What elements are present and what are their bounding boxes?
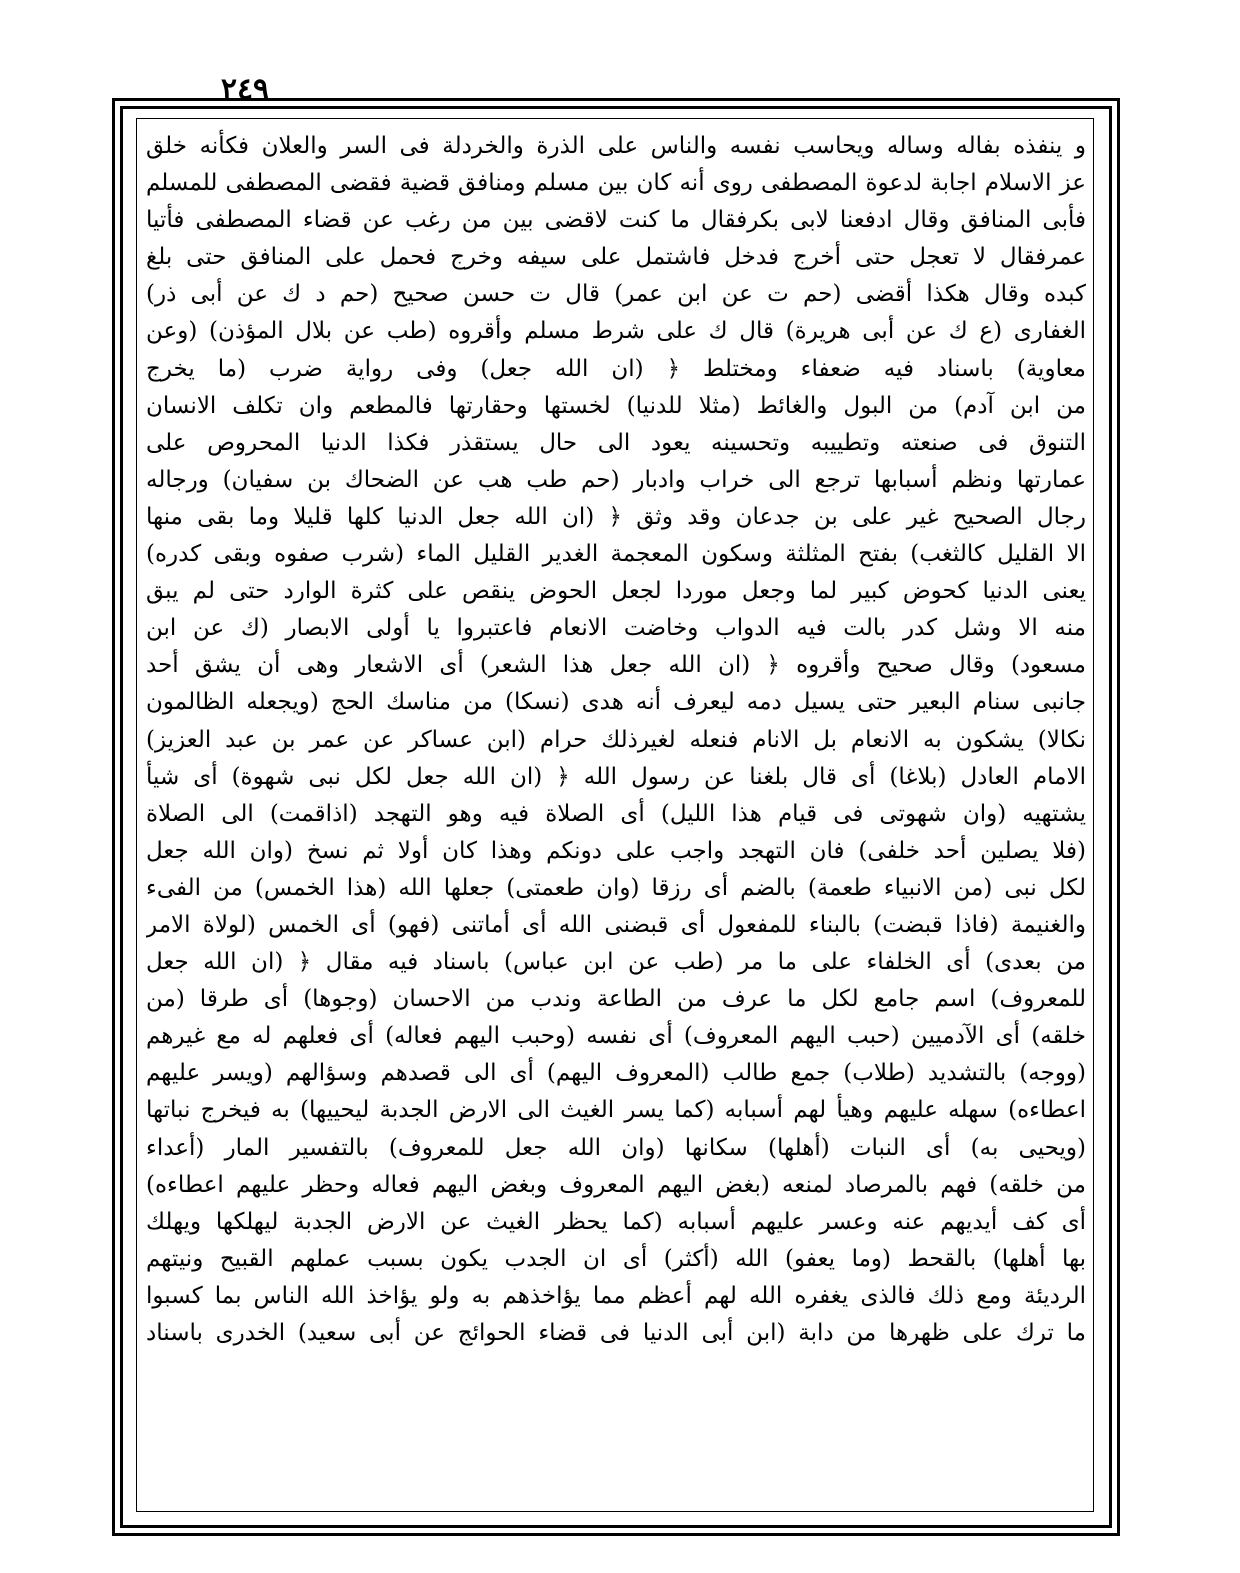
text-line: التنوق فى صنعته وتطييبه وتحسينه يعود الى حال يستقذر فكذا الدنيا المحروص على xyxy=(146,429,1086,456)
text-line: الغفارى (ع ك عن أبى هريرة) قال ك على شرط مسلم وأقروه (طب عن بلال المؤذن) (وعن xyxy=(146,318,1086,345)
text-body xyxy=(146,128,1086,1498)
page-number: ٢٤٩ xyxy=(220,72,270,107)
text-line: كبده وقال هكذا أقضى (حم ت عن ابن عمر) قال ت حسن صحيح (حم د ك عن أبى ذر) xyxy=(146,281,1086,308)
text-line: لكل نبى (من الانبياء طعمة) بالضم أى رزقا (وان طعمتى) جعلها الله (هذا الخمس) من الفىء xyxy=(146,874,1086,901)
text-line: جانبى سنام البعير حتى يسيل دمه ليعرف أنه هدى (نسكا) من مناسك الحج (ويجعله الظالمون xyxy=(146,689,1086,716)
text-line: بها أهلها) بالقحط (وما يعفو) الله (أكثر) أى ان الجدب يكون بسبب عملهم القبيح ونيتهم xyxy=(146,1245,1086,1272)
text-line: الرديئة ومع ذلك فالذى يغفره الله لهم أعظم مما يؤاخذهم به ولو يؤاخذ الله الناس بما كسبوا xyxy=(146,1282,1086,1309)
text-line: (فلا يصلين أحد خلفى) فان التهجد واجب على دونكم وهذا كان أولا ثم نسخ (وان الله جعل xyxy=(146,837,1086,864)
text-line: عمارتها ونظم أسبابها ترجع الى خراب وادبار (حم طب هب عن الضحاك بن سفيان) ورجاله xyxy=(146,466,1086,493)
text-line: منه الا وشل كدر بالت فيه الدواب وخاضت الانعام فاعتبروا يا أولى الابصار (ك عن ابن xyxy=(146,615,1086,642)
text-line: يشتهيه (وان شهوتى فى قيام هذا الليل) أى الصلاة فيه وهو التهجد (اذاقمت) الى الصلاة xyxy=(146,800,1086,827)
text-line: يعنى الدنيا كحوض كبير لما وجعل موردا لجعل الحوض ينقص على كثرة الوارد حتى لم يبق xyxy=(146,578,1086,605)
text-line: نكالا) يشكون به الانعام بل الانام فنعله لغيرذلك حرام (ابن عساكر عن عمر بن عبد العزيز) xyxy=(146,726,1086,753)
text-line: للمعروف) اسم جامع لكل ما عرف من الطاعة وندب من الاحسان (وجوها) أى طرقا (من xyxy=(146,986,1086,1013)
text-line: و ينفذه بفاله وساله ويحاسب نفسه والناس على الذرة والخردلة فى السر والعلان فكأنه خلق xyxy=(146,133,1086,159)
text-line: من ابن آدم) من البول والغائط (مثلا للدنيا) لخستها وحقارتها فالمطعم وان تكلف الانسان xyxy=(146,392,1086,419)
text-line: فأبى المنافق وقال ادفعنا لابى بكرفقال ما كنت لاقضى بين من رغب عن قضاء المصطفى فأتيا xyxy=(146,207,1086,234)
text-line: أى كف أيديهم عنه وعسر عليهم أسبابه (كما يحظر الغيث عن الارض الجدبة ليهلكها ويهلك xyxy=(146,1208,1086,1235)
text-line: الامام العادل (بلاغا) أى قال بلغنا عن رسول الله ﴿ (ان الله جعل لكل نبى شهوة) أى شيأ xyxy=(146,763,1086,790)
text-line: الا القليل كالثغب) بفتح المثلثة وسكون المعجمة الغدير القليل الماء (شرب صفوه وبقى كدره) xyxy=(146,541,1086,568)
text-line: عز الاسلام اجابة لدعوة المصطفى روى أنه كان بين مسلم ومنافق قضية فقضى المصطفى للمسلم xyxy=(146,170,1086,197)
text-line: عمرفقال لا تعجل حتى أخرج فدخل فاشتمل على سيفه وخرج فحمل على المنافق حتى بلغ xyxy=(146,244,1086,271)
text-line: من خلقه) فهم بالمرصاد لمنعه (بغض اليهم المعروف وبغض اليهم فعاله وحظر عليهم اعطاءه) xyxy=(146,1171,1086,1198)
text-line: ما ترك على ظهرها من دابة (ابن أبى الدنيا فى قضاء الحوائج عن أبى سعيد) الخدرى باسناد xyxy=(146,1320,1086,1346)
text-line: رجال الصحيح غير على بن جدعان وقد وثق ﴿ (ان الله جعل الدنيا كلها قليلا وما بقى منها xyxy=(146,503,1086,530)
text-line: والغنيمة (فاذا قبضت) بالبناء للمفعول أى قبضنى الله أى أماتنى (فهو) أى الخمس (لولاة الامر xyxy=(146,911,1086,938)
text-line: اعطاءه) سهله عليهم وهيأ لهم أسبابه (كما يسر الغيث الى الارض الجدبة ليحييها) به فيخرج نباتها xyxy=(146,1097,1086,1124)
text-line: (ويحيى به) أى النبات (أهلها) سكانها (وان الله جعل للمعروف) بالتفسير المار (أعداء xyxy=(146,1134,1086,1161)
text-line: (ووجه) بالتشديد (طلاب) جمع طالب (المعروف اليهم) أى الى قصدهم وسؤالهم (ويسر عليهم xyxy=(146,1060,1086,1087)
text-line: من بعدى) أى الخلفاء على ما مر (طب عن ابن عباس) باسناد فيه مقال ﴿ (ان الله جعل xyxy=(146,949,1086,976)
text-line: خلقه) أى الآدميين (حبب اليهم المعروف) أى نفسه (وحبب اليهم فعاله) أى فعلهم له مع غيرهم xyxy=(146,1023,1086,1050)
text-line: مسعود) وقال صحيح وأقروه ﴿ (ان الله جعل هذا الشعر) أى الاشعار وهى أن يشق أحد xyxy=(146,652,1086,679)
text-line: معاوية) باسناد فيه ضعفاء ومختلط ﴿ (ان الله جعل) وفى رواية ضرب (ما يخرج xyxy=(146,355,1086,382)
